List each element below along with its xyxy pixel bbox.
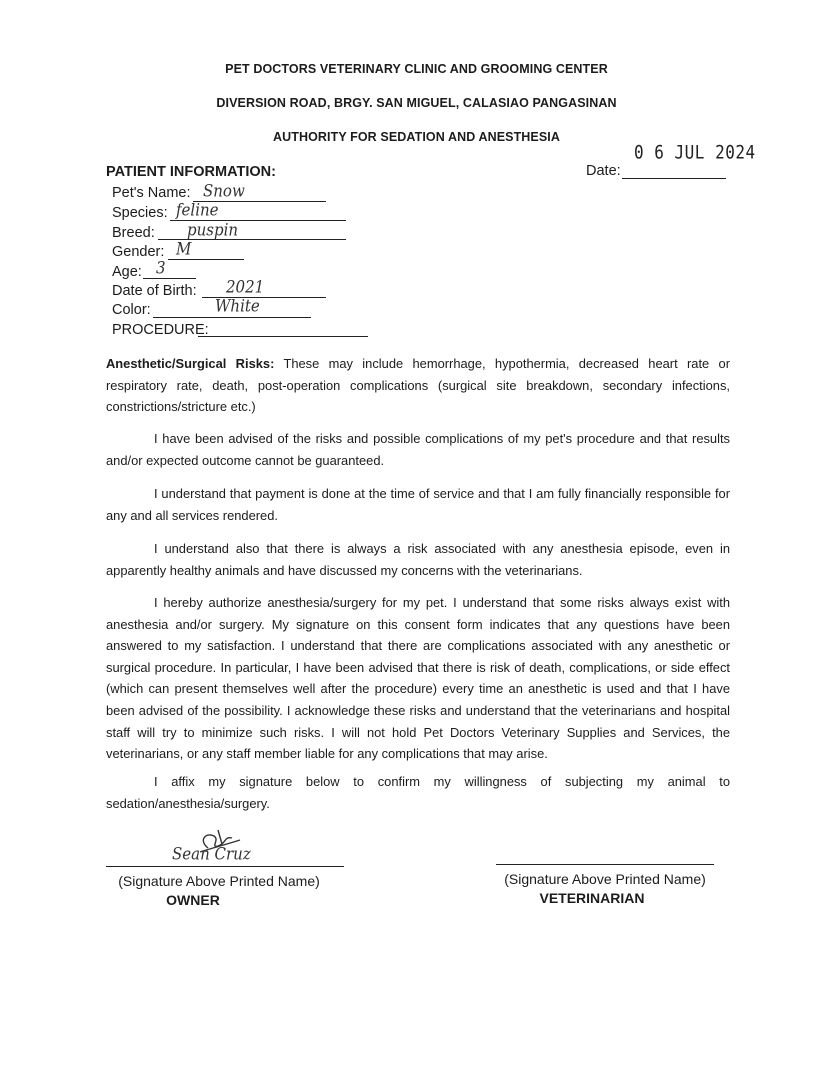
age-label: Age: xyxy=(112,264,142,280)
date-stamp: 0 6 JUL 2024 xyxy=(634,141,756,163)
gender-line xyxy=(168,259,244,260)
gender-value: M xyxy=(176,239,192,259)
species-value: feline xyxy=(176,200,219,220)
gender-label: Gender: xyxy=(112,244,165,260)
color-value: White xyxy=(215,296,260,316)
pet-name-label: Pet's Name: xyxy=(112,185,191,201)
risks-label: Anesthetic/Surgical Risks: xyxy=(106,356,275,371)
owner-signature-caption: (Signature Above Printed Name) xyxy=(118,873,320,889)
vet-signature-caption: (Signature Above Printed Name) xyxy=(504,871,706,887)
risk-anesthesia-paragraph: I understand also that there is always a risk associated with any anesthesia episode, even in apparently healthy animals and have discussed my concerns with the veterinarians. xyxy=(106,541,730,578)
procedure-label: PROCEDURE: xyxy=(112,322,209,338)
owner-signature-line xyxy=(106,866,344,867)
color-label: Color: xyxy=(112,302,151,318)
date-label: Date: xyxy=(586,163,621,179)
procedure-line xyxy=(198,336,368,337)
vet-role-label: VETERINARIAN xyxy=(539,890,645,906)
clinic-address: DIVERSION ROAD, BRGY. SAN MIGUEL, CALASIAO PANGASINAN xyxy=(216,96,617,110)
pet-name-value: Snow xyxy=(203,181,245,201)
authorization-paragraph: I hereby authorize anesthesia/surgery for my pet. I understand that some risks always exist with anesthesia and/or surgery. My signature on this consent form indicates that any questions have been answered to my satisfaction. I understand that there are complications associated with any anesthetic or surgical procedure. In particular, I have been advised that there is risk of death, complications, or side effect (which can present themselves well after the procedure) every time an anesthetic is used and that I have been advised of the possibility. I acknowledge these risks and understand that the veterinarians and hospital staff will try to minimize such risks. I will not hold Pet Doctors Veterinary Supplies and Services, the veterinarians, or any staff member liable for any complications that may arise. xyxy=(106,595,730,762)
affix-signature-paragraph: I affix my signature below to confirm my willingness of subjecting my animal to sedation/anesthesia/surgery. xyxy=(106,774,730,811)
dob-label: Date of Birth: xyxy=(112,283,197,299)
payment-paragraph: I understand that payment is done at the time of service and that I am fully financially responsible for any and all services rendered. xyxy=(106,486,730,523)
dob-value: 2021 xyxy=(226,277,265,297)
breed-value: puspin xyxy=(187,220,239,240)
breed-label: Breed: xyxy=(112,225,155,241)
risks-text: These may include hemorrhage, hypothermia, decreased heart rate or respiratory rate, death, post-operation complications (surgical site breakdown, secondary infections, constrictions/stricture etc.) xyxy=(106,356,731,415)
advised-paragraph: I have been advised of the risks and possible complications of my pet's procedure and that results and/or expected outcome cannot be guaranteed. xyxy=(106,431,730,468)
vet-signature-line xyxy=(496,864,714,865)
clinic-name: PET DOCTORS VETERINARY CLINIC AND GROOMING CENTER xyxy=(225,62,608,76)
owner-role-label: OWNER xyxy=(166,892,220,908)
risks-paragraph xyxy=(106,353,730,418)
patient-info-heading: PATIENT INFORMATION: xyxy=(106,164,276,180)
form-title: AUTHORITY FOR SEDATION AND ANESTHESIA xyxy=(272,130,561,144)
age-line xyxy=(143,278,196,279)
species-label: Species: xyxy=(112,205,168,221)
age-value: 3 xyxy=(156,258,166,278)
color-line xyxy=(153,317,311,318)
owner-printed-name: Sean Cruz xyxy=(172,844,251,864)
date-line xyxy=(622,178,726,179)
